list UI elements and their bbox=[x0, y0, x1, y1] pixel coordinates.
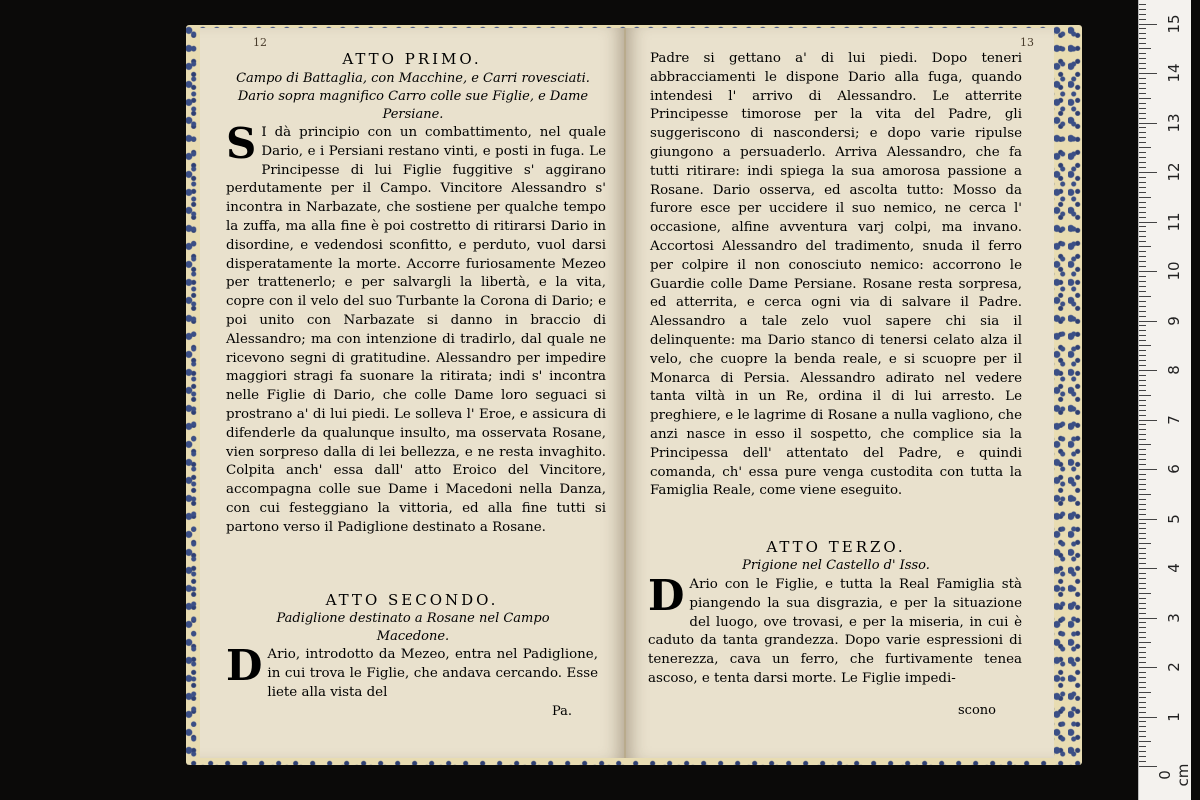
ruler-tick bbox=[1139, 697, 1146, 698]
ruler-tick bbox=[1139, 360, 1146, 361]
ruler-tick bbox=[1139, 375, 1146, 376]
ruler-label: 9 bbox=[1165, 315, 1183, 326]
ruler-tick bbox=[1139, 4, 1146, 5]
ruler-tick bbox=[1139, 707, 1146, 708]
ruler-tick bbox=[1139, 137, 1146, 138]
ruler-tick bbox=[1139, 484, 1146, 485]
ruler-tick bbox=[1139, 251, 1146, 252]
ruler-tick bbox=[1139, 712, 1146, 713]
ruler-tick bbox=[1139, 301, 1146, 302]
ruler-tick bbox=[1139, 93, 1146, 94]
ruler-tick bbox=[1139, 63, 1146, 64]
ruler-tick bbox=[1139, 38, 1146, 39]
ruler-tick bbox=[1139, 667, 1157, 668]
ruler-tick bbox=[1139, 766, 1157, 767]
ruler-label: 6 bbox=[1165, 464, 1183, 474]
ruler-tick bbox=[1139, 469, 1157, 470]
ruler-tick bbox=[1139, 167, 1146, 168]
ruler-tick bbox=[1139, 702, 1146, 703]
ruler-label: 11 bbox=[1165, 211, 1183, 232]
ruler-tick bbox=[1139, 632, 1146, 633]
ruler-tick bbox=[1139, 637, 1146, 638]
act3-heading: ATTO TERZO. bbox=[766, 538, 906, 556]
ruler-tick bbox=[1139, 306, 1146, 307]
ruler-tick bbox=[1139, 53, 1146, 54]
ruler-tick bbox=[1139, 226, 1146, 227]
act2-scene: Padiglione destinato a Rosane nel Campo Macedone. bbox=[276, 611, 550, 644]
ruler-tick bbox=[1139, 127, 1146, 128]
ruler-tick bbox=[1139, 533, 1146, 534]
ruler-tick bbox=[1139, 316, 1146, 317]
ruler-tick bbox=[1139, 528, 1146, 529]
ruler-tick bbox=[1139, 736, 1146, 737]
ruler-tick bbox=[1139, 400, 1146, 401]
ruler-label: 13 bbox=[1165, 112, 1183, 133]
act3-scene: Prigione nel Castello d' Isso. bbox=[742, 558, 930, 573]
ruler-tick bbox=[1139, 19, 1146, 20]
ruler-tick bbox=[1139, 692, 1151, 693]
ruler-tick bbox=[1139, 365, 1146, 366]
ruler-tick bbox=[1139, 563, 1146, 564]
ruler-label: 3 bbox=[1165, 612, 1183, 623]
ruler-tick bbox=[1139, 187, 1146, 188]
ruler-tick bbox=[1139, 405, 1146, 406]
ruler-tick bbox=[1139, 726, 1146, 727]
ruler-tick bbox=[1139, 751, 1146, 752]
ruler-tick bbox=[1139, 177, 1146, 178]
ruler-tick bbox=[1139, 642, 1151, 643]
ruler-tick bbox=[1139, 489, 1146, 490]
left-catchword: Pa. bbox=[552, 704, 573, 719]
ruler-tick bbox=[1139, 543, 1151, 544]
ruler-tick bbox=[1139, 73, 1157, 74]
ruler-tick bbox=[1139, 553, 1146, 554]
ruler-tick bbox=[1139, 350, 1146, 351]
ruler-tick bbox=[1139, 202, 1146, 203]
ruler-tick bbox=[1139, 548, 1146, 549]
ruler-tick bbox=[1139, 444, 1151, 445]
ruler-tick bbox=[1139, 519, 1157, 520]
ruler-tick bbox=[1139, 276, 1146, 277]
scale-ruler bbox=[1138, 0, 1191, 800]
act1-body: I dà principio con un combattimento, nel quale Dario, e i Persiani restano vinti, e posti in fuga. Le Principesse di lui Figlie fuggitive s' aggirano perdutamente per il Campo. Vincitore Alessandro s' incontra in Narbazate, che sostiene per qualche tempo la zuffa, ma alla fine è poi costretto di ritirarsi Dario in disordine, e vedendosi sconfitto, e perduto, vuol darsi disperatamente la morte. Accorre furiosamente Mezeo per trattenerlo; e per salvargli la libertà, e la vita, copre con il velo del suo Turbante la Corona di Dario; e poi unito con Narbazate si danno in braccio di Alessandro; ma con intenzione di tradirlo, dal quale ne ricevono segni di gratitudine. Alessandro per impedire maggiori stragi fa suonare la ritirata; indi s' incontra nelle Figlie di Dario, che colle Dame loro seguaci si prostrano a' di lui piedi. Le solleva l' Eroe, e assicura di difenderle da qualunque insulto, ma osservata Rosane, vien sorpreso dalla di lei bellezza, e ne resta invaghito. Colpita anch' essa dall' atto Eroico del Vincitore, accompagna colle sue Dame i Macedoni nella Danza, con cui festeggiano la vittoria, ed alla fine tutti si partono verso il Padiglione destinato a Rosane. bbox=[226, 125, 606, 535]
ruler-tick bbox=[1139, 509, 1146, 510]
ruler-tick bbox=[1139, 157, 1146, 158]
ruler-tick bbox=[1139, 48, 1151, 49]
ruler-tick bbox=[1139, 236, 1146, 237]
ruler-tick bbox=[1139, 162, 1146, 163]
ruler-tick bbox=[1139, 152, 1146, 153]
ruler-tick bbox=[1139, 573, 1146, 574]
ruler-tick bbox=[1139, 588, 1146, 589]
act1-scene: Campo di Battaglia, con Macchine, e Carri rovesciati. Dario sopra magnifico Carro colle sue Figlie, e Dame Persiane. bbox=[236, 71, 590, 122]
ruler-tick bbox=[1139, 172, 1157, 173]
ruler-tick bbox=[1139, 281, 1146, 282]
ruler-tick bbox=[1139, 266, 1146, 267]
ruler-tick bbox=[1139, 142, 1146, 143]
ruler-tick bbox=[1139, 682, 1146, 683]
ruler-tick bbox=[1139, 261, 1146, 262]
ruler-tick bbox=[1139, 583, 1146, 584]
ruler-label: 14 bbox=[1165, 63, 1183, 83]
ruler-tick bbox=[1139, 662, 1146, 663]
ruler-tick bbox=[1139, 385, 1146, 386]
ruler-tick bbox=[1139, 613, 1146, 614]
ruler-tick bbox=[1139, 479, 1146, 480]
ruler-tick bbox=[1139, 390, 1146, 391]
ruler-tick bbox=[1139, 538, 1146, 539]
ruler-tick bbox=[1139, 241, 1146, 242]
ruler-tick bbox=[1139, 380, 1146, 381]
ruler-tick bbox=[1139, 454, 1146, 455]
ruler-tick bbox=[1139, 731, 1146, 732]
right-catchword: scono bbox=[958, 703, 996, 718]
ruler-tick bbox=[1139, 123, 1157, 124]
ruler-tick bbox=[1139, 434, 1146, 435]
ruler-tick bbox=[1139, 439, 1146, 440]
ruler-tick bbox=[1139, 504, 1146, 505]
ruler-tick bbox=[1139, 395, 1151, 396]
ruler-tick bbox=[1139, 88, 1146, 89]
ruler-tick bbox=[1139, 345, 1151, 346]
ruler-tick bbox=[1139, 687, 1146, 688]
ruler-tick bbox=[1139, 83, 1146, 84]
ruler-tick bbox=[1139, 28, 1146, 29]
ruler-label: 12 bbox=[1165, 162, 1183, 182]
ruler-tick bbox=[1139, 24, 1157, 25]
act2-dropcap: D bbox=[226, 641, 263, 690]
ruler-tick bbox=[1139, 132, 1146, 133]
ruler-tick bbox=[1139, 271, 1157, 272]
ruler-tick bbox=[1139, 424, 1146, 425]
ruler-tick bbox=[1139, 335, 1146, 336]
ruler-tick bbox=[1139, 113, 1146, 114]
ruler-tick bbox=[1139, 212, 1146, 213]
ruler-label: 7 bbox=[1165, 414, 1183, 425]
ruler-tick bbox=[1139, 746, 1146, 747]
ruler-tick bbox=[1139, 182, 1146, 183]
ruler-tick bbox=[1139, 103, 1146, 104]
act2-heading: ATTO SECONDO. bbox=[325, 591, 499, 609]
ruler-tick bbox=[1139, 325, 1146, 326]
ruler-tick bbox=[1139, 523, 1146, 524]
ruler-tick bbox=[1139, 217, 1146, 218]
ruler-tick bbox=[1139, 677, 1146, 678]
act1-text bbox=[226, 119, 606, 538]
ruler-label: 15 bbox=[1165, 13, 1183, 34]
ruler-tick bbox=[1139, 429, 1146, 430]
ruler-tick bbox=[1139, 627, 1146, 628]
ruler-tick bbox=[1139, 14, 1146, 15]
ruler-tick bbox=[1139, 296, 1151, 297]
ruler-tick bbox=[1139, 340, 1146, 341]
ruler-tick bbox=[1139, 98, 1151, 99]
ruler-tick bbox=[1139, 647, 1146, 648]
ruler-tick bbox=[1139, 197, 1151, 198]
ruler-tick bbox=[1139, 256, 1146, 257]
ruler-tick bbox=[1139, 494, 1151, 495]
ruler-tick bbox=[1139, 598, 1146, 599]
ruler-tick bbox=[1139, 291, 1146, 292]
ruler-label: 4 bbox=[1165, 563, 1183, 573]
ruler-tick bbox=[1139, 568, 1157, 569]
ruler-tick bbox=[1139, 321, 1157, 322]
ruler-tick bbox=[1139, 410, 1146, 411]
ruler-tick bbox=[1139, 43, 1146, 44]
ruler-tick bbox=[1139, 222, 1157, 223]
act2-text bbox=[226, 641, 598, 702]
ruler-label: 8 bbox=[1165, 365, 1183, 375]
ruler-tick bbox=[1139, 499, 1146, 500]
ruler-tick bbox=[1139, 756, 1146, 757]
ruler-tick bbox=[1139, 147, 1151, 148]
ruler-tick bbox=[1139, 192, 1146, 193]
ruler-tick bbox=[1139, 286, 1146, 287]
ruler-tick bbox=[1139, 652, 1146, 653]
ruler-tick bbox=[1139, 474, 1146, 475]
act2-continued-text: Padre si gettano a' di lui piedi. Dopo teneri abbracciamenti le dispone Dario alla fuga, quando intendesi l' arrivo di Alessandro. Le atterrite Principesse timorose per la vita del Padre, gli suggeriscono di nascondersi; e dopo varie ripulse giungono a persuaderlo. Arriva Alessandro, che fa tutti ritirare: indi spiega la sua amorosa passione a Rosane. Dario osserva, ed ascolta tutto: Mosso da furore esce per uccidere il suo nemico, ne cerca l' occasione, alfine avventura varj colpi, ma invano. Accortosi Alessandro del tradimento, snuda il ferro per colpire il non conosciuto nemico: accorrono le Guardie colle Dame Persiane. Rosane resta sorpresa, ed atterrita, e cerca ogni via di salvare il Padre. Alessandro a tale zelo vuol sapere chi sia il delinquente: ma Dario stanco di tenersi celato alza il velo, che cuopre la benda reale, e si scuopre per il Monarca di Persia. Alessandro adirato nel vedere tanta viltà in un Re, ordina il di lui arresto. Le preghiere, e le lagrime di Rosane a nulla vagliono, che anzi nasce in esso il sospetto, che complice sia la Principessa dell' attentato del Padre, e quindi comanda, ch' essa pure venga custodita con tutta la Famiglia Reale, come viene eseguito. bbox=[650, 51, 1022, 499]
ruler-tick bbox=[1139, 608, 1146, 609]
ruler-tick bbox=[1139, 355, 1146, 356]
ruler-label: 5 bbox=[1165, 513, 1183, 524]
ruler-tick bbox=[1139, 514, 1146, 515]
ruler-tick bbox=[1139, 618, 1157, 619]
ruler-tick bbox=[1139, 593, 1151, 594]
act3-text bbox=[648, 571, 1022, 689]
ruler-tick bbox=[1139, 741, 1151, 742]
ruler-tick bbox=[1139, 33, 1146, 34]
right-page-number: 13 bbox=[1020, 36, 1034, 49]
ruler-tick bbox=[1139, 311, 1146, 312]
ruler-tick bbox=[1139, 761, 1146, 762]
ruler-tick bbox=[1139, 578, 1146, 579]
ruler-tick bbox=[1139, 231, 1146, 232]
ruler-tick bbox=[1139, 246, 1151, 247]
ruler-tick bbox=[1139, 672, 1146, 673]
ruler-label: 10 bbox=[1165, 261, 1183, 281]
ruler-tick bbox=[1139, 118, 1146, 119]
left-page-number: 12 bbox=[253, 36, 267, 49]
ruler-tick bbox=[1139, 108, 1146, 109]
ruler-tick bbox=[1139, 420, 1157, 421]
ruler-label: 2 bbox=[1165, 662, 1183, 672]
ruler-tick bbox=[1139, 717, 1157, 718]
ruler-tick bbox=[1139, 464, 1146, 465]
ruler-tick bbox=[1139, 657, 1146, 658]
ruler-tick bbox=[1139, 58, 1146, 59]
ruler-tick bbox=[1139, 603, 1146, 604]
ruler-tick bbox=[1139, 415, 1146, 416]
ruler-tick bbox=[1139, 721, 1146, 722]
ruler-tick bbox=[1139, 558, 1146, 559]
ruler-tick bbox=[1139, 9, 1146, 10]
ruler-label: 1 bbox=[1165, 711, 1183, 722]
ruler-tick bbox=[1139, 207, 1146, 208]
act3-dropcap: D bbox=[648, 571, 685, 620]
ruler-unit-label: 0 cm bbox=[1156, 763, 1192, 787]
ruler-tick bbox=[1139, 330, 1146, 331]
ruler-tick bbox=[1139, 78, 1146, 79]
ruler-tick bbox=[1139, 459, 1146, 460]
ruler-tick bbox=[1139, 370, 1157, 371]
act2-body: Ario, introdotto da Mezeo, entra nel Padiglione, in cui trova le Figlie, che andava cercando. Esse liete alla vista del bbox=[267, 647, 598, 700]
ruler-tick bbox=[1139, 622, 1146, 623]
act1-dropcap: S bbox=[226, 119, 257, 168]
ruler-tick bbox=[1139, 68, 1146, 69]
act3-body: Ario con le Figlie, e tutta la Real Famiglia stà piangendo la sua disgrazia, e per la situazione del luogo, ove trovasi, e per la miseria, in cui è caduto da tanta grandezza. Dopo varie espressioni di tenerezza, cava un ferro, che furtivamente tenea ascoso, e tenta darsi morte. Le Figlie impedi- bbox=[648, 577, 1022, 686]
ruler-tick bbox=[1139, 449, 1146, 450]
act1-heading: ATTO PRIMO. bbox=[342, 50, 482, 68]
